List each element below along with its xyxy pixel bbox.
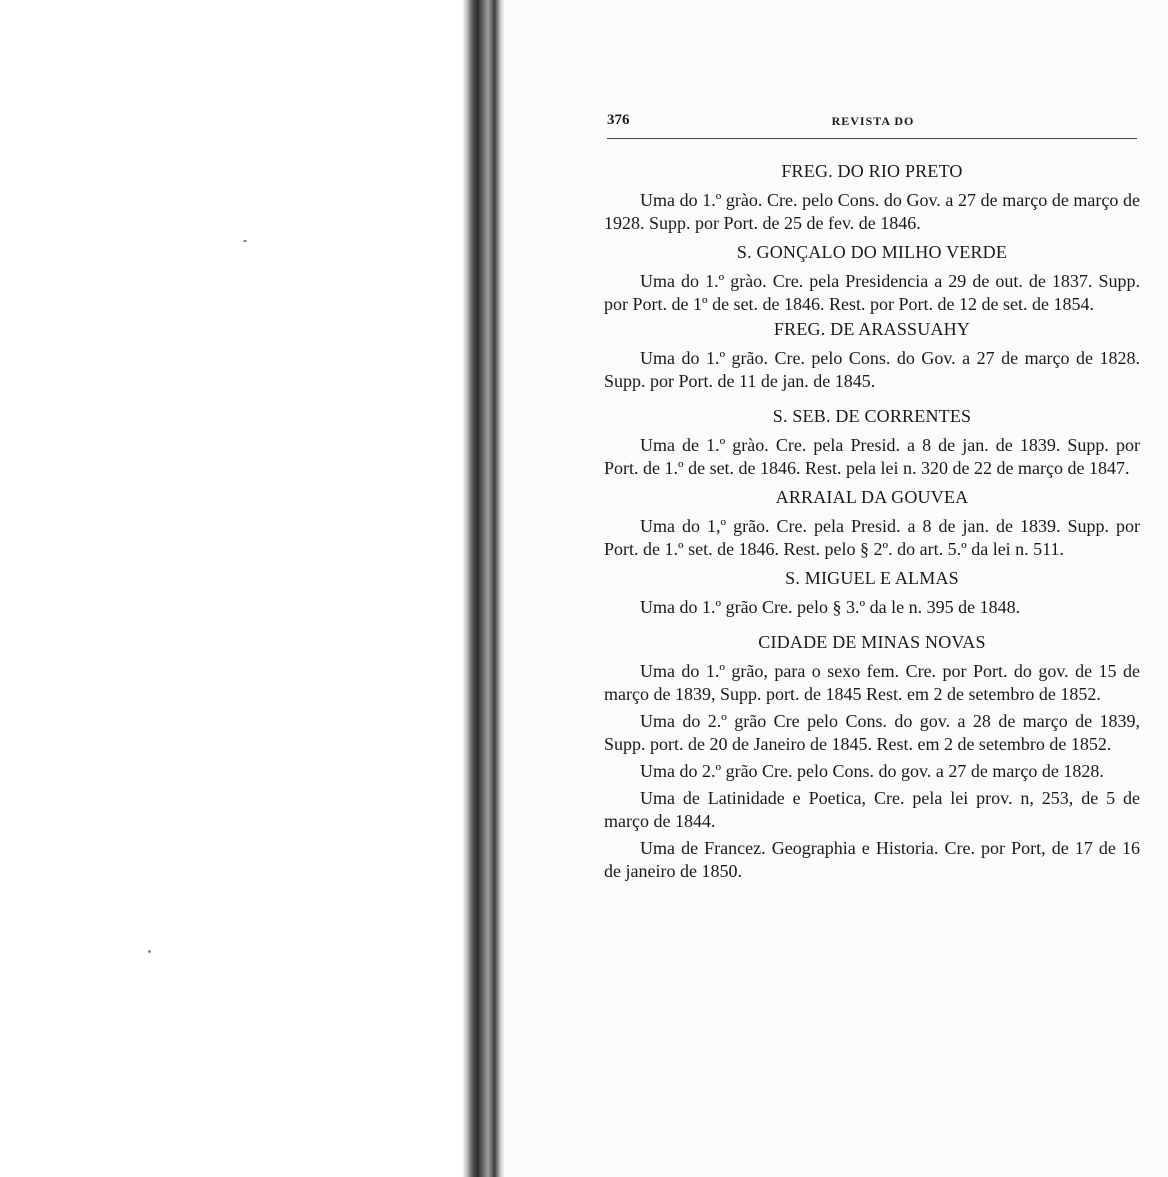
paragraph: Uma de 1.º grào. Cre. pela Presid. a 8 de jan. de 1839. Supp. por Port. de 1.º de set. de 1846. Rest. pela lei n. 320 de 22 de março de 1847.	[604, 435, 1140, 478]
book-spine	[463, 0, 505, 1177]
paragraph: Uma do 1,º grão. Cre. pela Presid. a 8 de jan. de 1839. Supp. por Port. de 1.º set. de 1846. Rest. pelo § 2º. do art. 5.º da lei n. 511.	[604, 516, 1140, 559]
page-body	[604, 160, 1140, 883]
paragraph: Uma do 1.º grào. Cre. pela Presidencia a 29 de out. de 1837. Supp. por Port. de 1º de set. de 1846. Rest. por Port. de 12 de set. de 1854.	[604, 271, 1140, 314]
section-heading: S. GONÇALO DO MILHO VERDE	[736, 242, 1008, 262]
paragraph: Uma do 2.º grão Cre. pelo Cons. do gov. a 27 de março de 1828.	[640, 761, 1104, 781]
section-heading: ARRAIAL DA GOUVEA	[775, 487, 969, 507]
section	[604, 631, 1140, 883]
left-blank-page	[0, 0, 465, 1177]
paragraph: Uma de Francez. Geographia e Historia. Cre. por Port, de 17 de 16 de janeiro de 1850.	[604, 838, 1140, 881]
paragraph: Uma de Latinidade e Poetica, Cre. pela lei prov. n, 253, de 5 de março de 1844.	[604, 788, 1140, 831]
section	[604, 486, 1140, 561]
page-header	[607, 112, 1139, 136]
paragraph: Uma do 1.º grào. Cre. pelo Cons. do Gov. a 27 de março de março de 1928. Supp. por Port. de 25 de fev. de 1846.	[604, 190, 1140, 233]
section	[604, 318, 1140, 393]
section-heading: S. SEB. DE CORRENTES	[772, 406, 972, 426]
section-heading: CIDADE DE MINAS NOVAS	[758, 632, 986, 652]
paragraph: Uma do 1.º grão, para o sexo fem. Cre. por Port. do gov. de 15 de março de 1839, Supp. port. de 1845 Rest. em 2 de setembro de 1852.	[604, 661, 1140, 704]
running-head: REVISTA DO	[831, 114, 915, 128]
paragraph: Uma do 1.º grão Cre. pelo § 3.º da le n. 395 de 1848.	[640, 597, 1021, 617]
paragraph: Uma do 2.º grão Cre pelo Cons. do gov. a 28 de março de 1839, Supp. port. de 20 de Janeiro de 1845. Rest. em 2 de setembro de 1852.	[604, 711, 1140, 754]
page-number: 376	[607, 112, 630, 128]
section	[604, 160, 1140, 235]
header-rule	[607, 138, 1137, 139]
dust-speck	[243, 240, 247, 242]
section-heading: S. MIGUEL E ALMAS	[785, 568, 959, 588]
section	[604, 405, 1140, 480]
paragraph: Uma do 1.º grão. Cre. pelo Cons. do Gov. a 27 de março de 1828. Supp. por Port. de 11 de jan. de 1845.	[604, 348, 1140, 391]
section-heading: FREG. DO RIO PRETO	[781, 161, 963, 181]
section	[604, 241, 1140, 316]
section	[604, 567, 1140, 619]
section-heading: FREG. DE ARASSUAHY	[773, 319, 971, 339]
dust-speck	[148, 950, 151, 953]
